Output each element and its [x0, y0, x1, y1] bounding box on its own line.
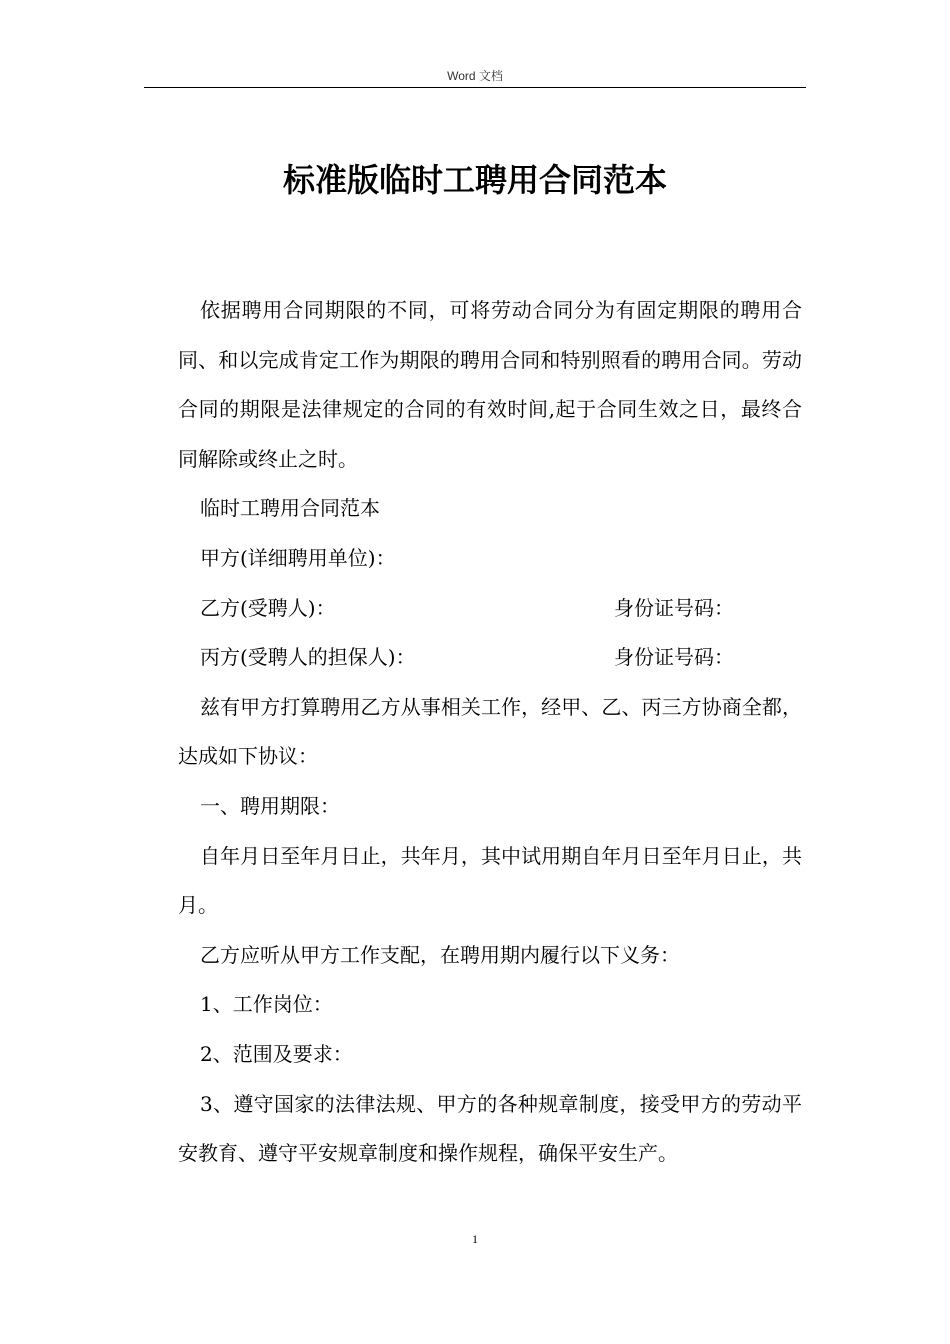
page-header: Word 文档 — [447, 69, 503, 83]
page-number: 1 — [472, 1232, 478, 1246]
section-1-term: 自年月日至年月日止，共年月，其中试用期自年月日至年月日止，共月。 — [178, 843, 802, 918]
header-divider — [144, 87, 806, 88]
party-b-label: 乙方(受聘人)： — [200, 595, 336, 620]
party-c-row — [178, 633, 802, 683]
party-c-id-label: 身份证号码： — [614, 645, 734, 670]
party-a-line: 甲方(详细聘用单位)： — [200, 545, 396, 570]
duty-item-2: 2、范围及要求： — [200, 1041, 353, 1066]
document-title: 标准版临时工聘用合同范本 — [282, 161, 667, 199]
document-body — [178, 286, 802, 1179]
section-1-heading: 一、聘用期限： — [200, 793, 340, 818]
party-b-id-label: 身份证号码： — [614, 595, 734, 620]
intro-paragraph: 依据聘用合同期限的不同，可将劳动合同分为有固定期限的聘用合同、和以完成肯定工作为期限的聘用合同和特别照看的聘用合同。劳动合同的期限是法律规定的合同的有效时间,起于合同生效之日，最终合同解除或终止之时。 — [178, 298, 802, 471]
party-c-label: 丙方(受聘人的担保人)： — [200, 645, 416, 670]
agreement-paragraph: 兹有甲方打算聘用乙方从事相关工作，经甲、乙、丙三方协商全都，达成如下协议： — [178, 694, 802, 769]
duty-item-3: 3、遵守国家的法律法规、甲方的各种规章制度，接受甲方的劳动平安教育、遵守平安规章制度和操作规程，确保平安生产。 — [178, 1091, 802, 1166]
duties-intro: 乙方应听从甲方工作支配，在聘用期内履行以下义务： — [200, 942, 680, 967]
party-b-row — [178, 584, 802, 634]
contract-subtitle: 临时工聘用合同范本 — [200, 496, 380, 521]
duty-item-1: 1、工作岗位： — [200, 992, 333, 1017]
